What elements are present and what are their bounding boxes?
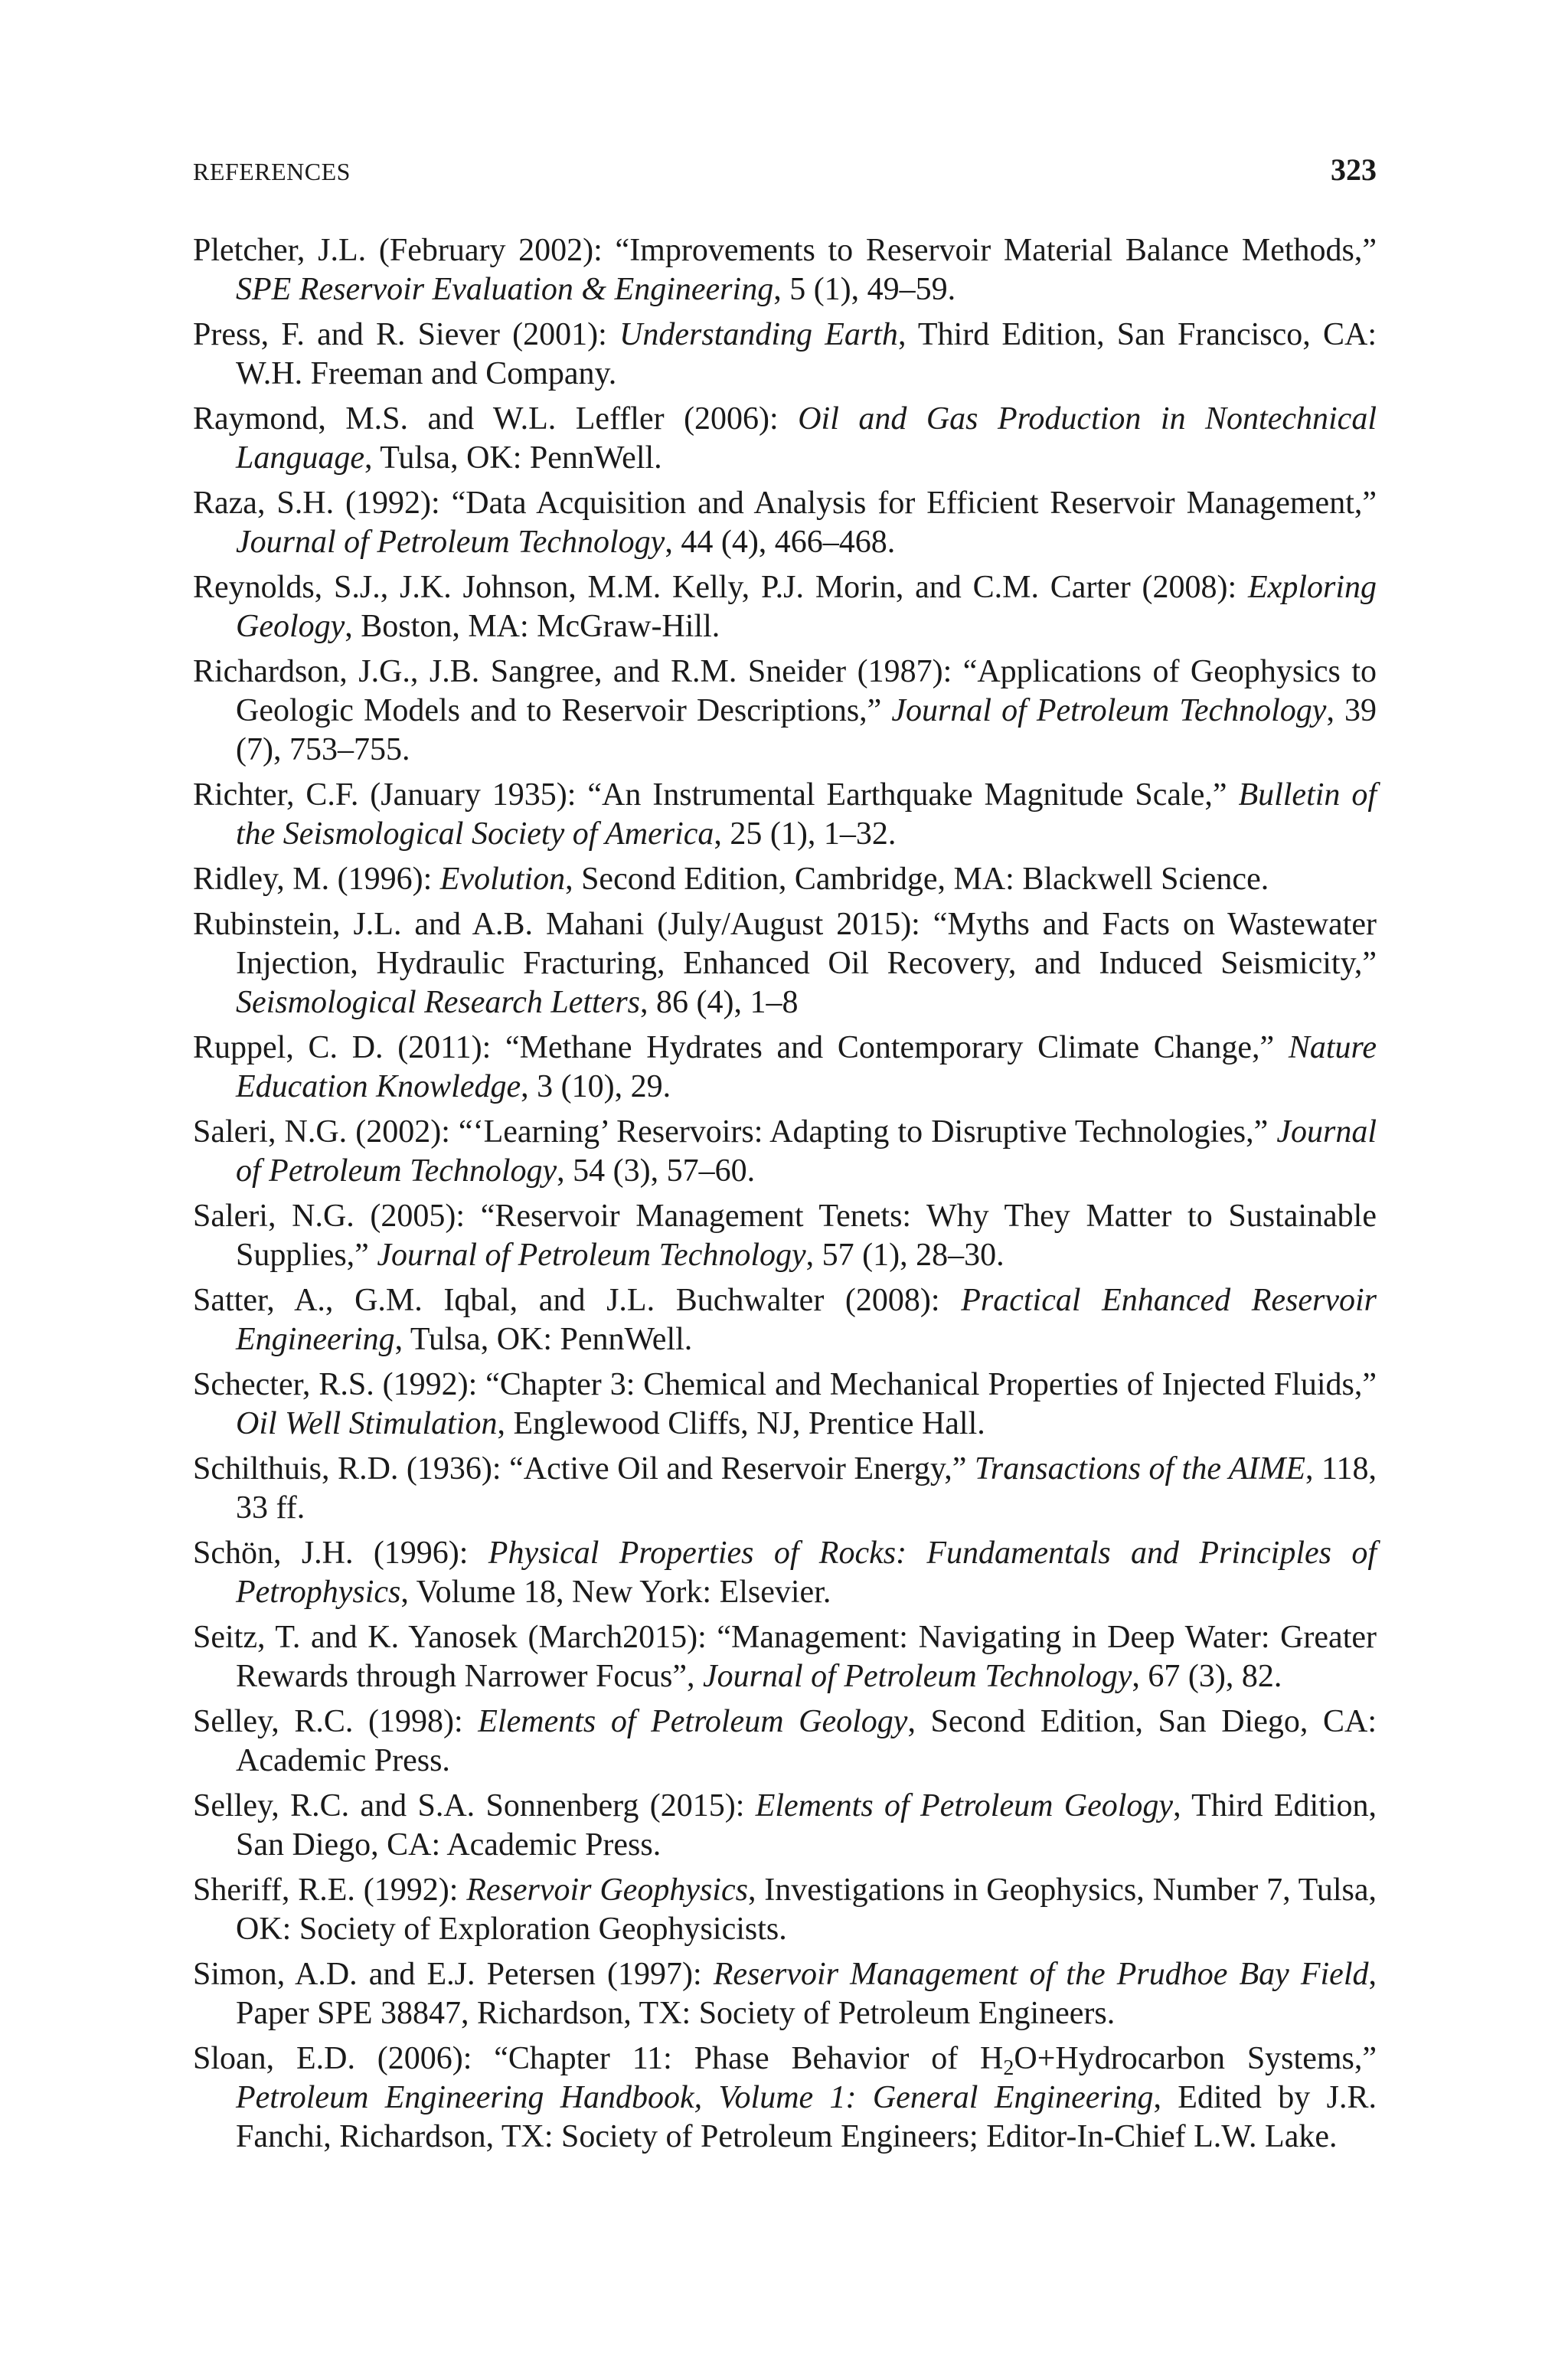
reference-entry bbox=[193, 1618, 1377, 1696]
ref-lead-cont: O+Hydrocarbon Systems,” bbox=[1014, 2041, 1377, 2076]
reference-entry bbox=[193, 316, 1377, 394]
ref-lead: Pletcher, J.L. (February 2002): “Improvements to Reservoir Material Balance Methods,” bbox=[193, 233, 1377, 268]
ref-tail: , 57 (1), 28–30. bbox=[805, 1238, 1004, 1273]
ref-tail: , Third Edition, San Diego, CA: Academic Press. bbox=[236, 1788, 1377, 1863]
ref-lead: Ridley, M. (1996): bbox=[193, 862, 440, 897]
ref-lead: Simon, A.D. and E.J. Petersen (1997): bbox=[193, 1957, 714, 1992]
reference-entry bbox=[193, 484, 1377, 562]
reference-entry bbox=[193, 860, 1377, 899]
ref-title: Bulletin of the Seismological Society of America bbox=[236, 777, 1377, 852]
ref-title: Evolution bbox=[439, 862, 566, 897]
ref-lead: Saleri, N.G. (2005): “Reservoir Management Tenets: Why They Matter to Sustainable Supplies,” bbox=[193, 1199, 1377, 1273]
ref-title: Journal of Petroleum Technology bbox=[236, 1114, 1377, 1189]
ref-title: Understanding Earth bbox=[619, 317, 898, 352]
subscript: 2 bbox=[1003, 2056, 1014, 2080]
ref-tail: , Boston, MA: McGraw-Hill. bbox=[345, 609, 720, 644]
reference-entry bbox=[193, 1366, 1377, 1444]
ref-lead: Rubinstein, J.L. and A.B. Mahani (July/August 2015): “Myths and Facts on Wastewater Injection, Hydraulic Fracturing, Enhanced Oil Recovery, and Induced Seismicity,” bbox=[193, 907, 1377, 981]
ref-lead: Schön, J.H. (1996): bbox=[193, 1536, 488, 1571]
running-header bbox=[193, 150, 1377, 196]
ref-tail: , 118, 33 ff. bbox=[236, 1451, 1377, 1526]
ref-title: Journal of Petroleum Technology bbox=[891, 693, 1327, 728]
ref-lead: Selley, R.C. (1998): bbox=[193, 1704, 479, 1739]
reference-entry bbox=[193, 2039, 1377, 2157]
ref-title: SPE Reservoir Evaluation & Engineering bbox=[236, 272, 774, 307]
ref-tail: , Tulsa, OK: PennWell. bbox=[364, 440, 662, 476]
ref-title: Reservoir Geophysics bbox=[466, 1872, 748, 1908]
page-number: 323 bbox=[1331, 152, 1377, 187]
section-title: REFERENCES bbox=[193, 158, 351, 185]
ref-tail: , 5 (1), 49–59. bbox=[773, 272, 956, 307]
reference-entry bbox=[193, 776, 1377, 854]
reference-entry bbox=[193, 1702, 1377, 1781]
ref-lead: Ruppel, C. D. (2011): “Methane Hydrates and Contemporary Climate Change,” bbox=[193, 1030, 1289, 1065]
ref-title: Journal of Petroleum Technology bbox=[377, 1238, 806, 1273]
ref-title: Seismological Research Letters bbox=[236, 985, 641, 1020]
ref-tail: , 86 (4), 1–8 bbox=[640, 985, 799, 1020]
ref-title: Petroleum Engineering Handbook, Volume 1: General Engineering bbox=[236, 2080, 1154, 2115]
ref-lead: Saleri, N.G. (2002): “‘Learning’ Reservoirs: Adapting to Disruptive Technologies,” bbox=[193, 1114, 1277, 1150]
ref-tail: , Paper SPE 38847, Richardson, TX: Society of Petroleum Engineers. bbox=[236, 1957, 1377, 2031]
ref-lead: Press, F. and R. Siever (2001): bbox=[193, 317, 620, 352]
reference-entry bbox=[193, 905, 1377, 1022]
ref-title: Oil and Gas Production in Nontechnical Language bbox=[236, 401, 1377, 476]
reference-entry bbox=[193, 1197, 1377, 1275]
reference-list bbox=[193, 231, 1377, 2157]
ref-title: Elements of Petroleum Geology bbox=[755, 1788, 1174, 1823]
ref-lead: Satter, A., G.M. Iqbal, and J.L. Buchwalter (2008): bbox=[193, 1283, 962, 1318]
ref-tail: , Second Edition, Cambridge, MA: Blackwell Science. bbox=[565, 862, 1269, 897]
ref-tail: , Investigations in Geophysics, Number 7, Tulsa, OK: Society of Exploration Geophysicists. bbox=[236, 1872, 1377, 1947]
ref-title: Transactions of the AIME bbox=[974, 1451, 1306, 1487]
ref-title: Nature Education Knowledge bbox=[236, 1030, 1377, 1104]
ref-lead: Schilthuis, R.D. (1936): “Active Oil and Reservoir Energy,” bbox=[193, 1451, 975, 1487]
ref-title: Elements of Petroleum Geology bbox=[478, 1704, 908, 1739]
ref-lead: Richter, C.F. (January 1935): “An Instrumental Earthquake Magnitude Scale,” bbox=[193, 777, 1239, 813]
ref-lead: Selley, R.C. and S.A. Sonnenberg (2015): bbox=[193, 1788, 756, 1823]
document-page bbox=[193, 150, 1377, 2163]
ref-lead: Raza, S.H. (1992): “Data Acquisition and Analysis for Efficient Reservoir Management,” bbox=[193, 486, 1377, 521]
ref-tail: , 44 (4), 466–468. bbox=[665, 525, 896, 560]
ref-lead: Schecter, R.S. (1992): “Chapter 3: Chemical and Mechanical Properties of Injected Fluids,” bbox=[193, 1367, 1377, 1402]
ref-title: Practical Enhanced Reservoir Engineering bbox=[236, 1283, 1377, 1357]
ref-tail: , Englewood Cliffs, NJ, Prentice Hall. bbox=[497, 1406, 985, 1441]
ref-title: Journal of Petroleum Technology bbox=[703, 1659, 1132, 1694]
ref-tail: , 54 (3), 57–60. bbox=[557, 1153, 756, 1189]
reference-entry bbox=[193, 1281, 1377, 1359]
ref-lead: Reynolds, S.J., J.K. Johnson, M.M. Kelly, P.J. Morin, and C.M. Carter (2008): bbox=[193, 570, 1249, 605]
reference-entry bbox=[193, 1871, 1377, 1949]
ref-tail: , Tulsa, OK: PennWell. bbox=[394, 1322, 693, 1357]
reference-entry bbox=[193, 1955, 1377, 2033]
ref-tail: , Second Edition, San Diego, CA: Academic Press. bbox=[236, 1704, 1377, 1778]
reference-entry bbox=[193, 400, 1377, 478]
reference-entry bbox=[193, 1113, 1377, 1191]
ref-tail: , Volume 18, New York: Elsevier. bbox=[400, 1575, 831, 1610]
reference-entry bbox=[193, 653, 1377, 770]
ref-title: Oil Well Stimulation bbox=[236, 1406, 498, 1441]
reference-entry bbox=[193, 1450, 1377, 1528]
ref-lead: Richardson, J.G., J.B. Sangree, and R.M. Sneider (1987): “Applications of Geophysics to Geologic Models and to Reservoir Descriptions,” bbox=[193, 654, 1377, 728]
ref-lead: Sloan, E.D. (2006): “Chapter 11: Phase Behavior of H bbox=[193, 2041, 1004, 2076]
ref-title: Exploring Geology bbox=[236, 570, 1377, 644]
ref-lead: Seitz, T. and K. Yanosek (March2015): “Management: Navigating in Deep Water: Greater Rewards through Narrower Focus”, bbox=[193, 1620, 1377, 1694]
reference-entry bbox=[193, 1534, 1377, 1612]
ref-tail: , 67 (3), 82. bbox=[1132, 1659, 1282, 1694]
reference-entry bbox=[193, 1787, 1377, 1865]
ref-tail: , Third Edition, San Francisco, CA: W.H. Freeman and Company. bbox=[236, 317, 1377, 391]
ref-tail: , 39 (7), 753–755. bbox=[236, 693, 1377, 767]
ref-tail: , 3 (10), 29. bbox=[521, 1069, 671, 1104]
reference-entry bbox=[193, 231, 1377, 309]
ref-tail: , 25 (1), 1–32. bbox=[714, 816, 897, 852]
ref-tail: , Edited by J.R. Fanchi, Richardson, TX: Society of Petroleum Engineers; Editor-In-Chief L.W. Lake. bbox=[236, 2080, 1377, 2154]
ref-title: Reservoir Management of the Prudhoe Bay Field bbox=[713, 1957, 1369, 1992]
reference-entry bbox=[193, 568, 1377, 646]
reference-entry bbox=[193, 1029, 1377, 1107]
ref-title: Journal of Petroleum Technology bbox=[236, 525, 665, 560]
ref-lead: Sheriff, R.E. (1992): bbox=[193, 1872, 467, 1908]
ref-title: Physical Properties of Rocks: Fundamentals and Principles of Petrophysics bbox=[236, 1536, 1377, 1610]
ref-lead: Raymond, M.S. and W.L. Leffler (2006): bbox=[193, 401, 799, 437]
